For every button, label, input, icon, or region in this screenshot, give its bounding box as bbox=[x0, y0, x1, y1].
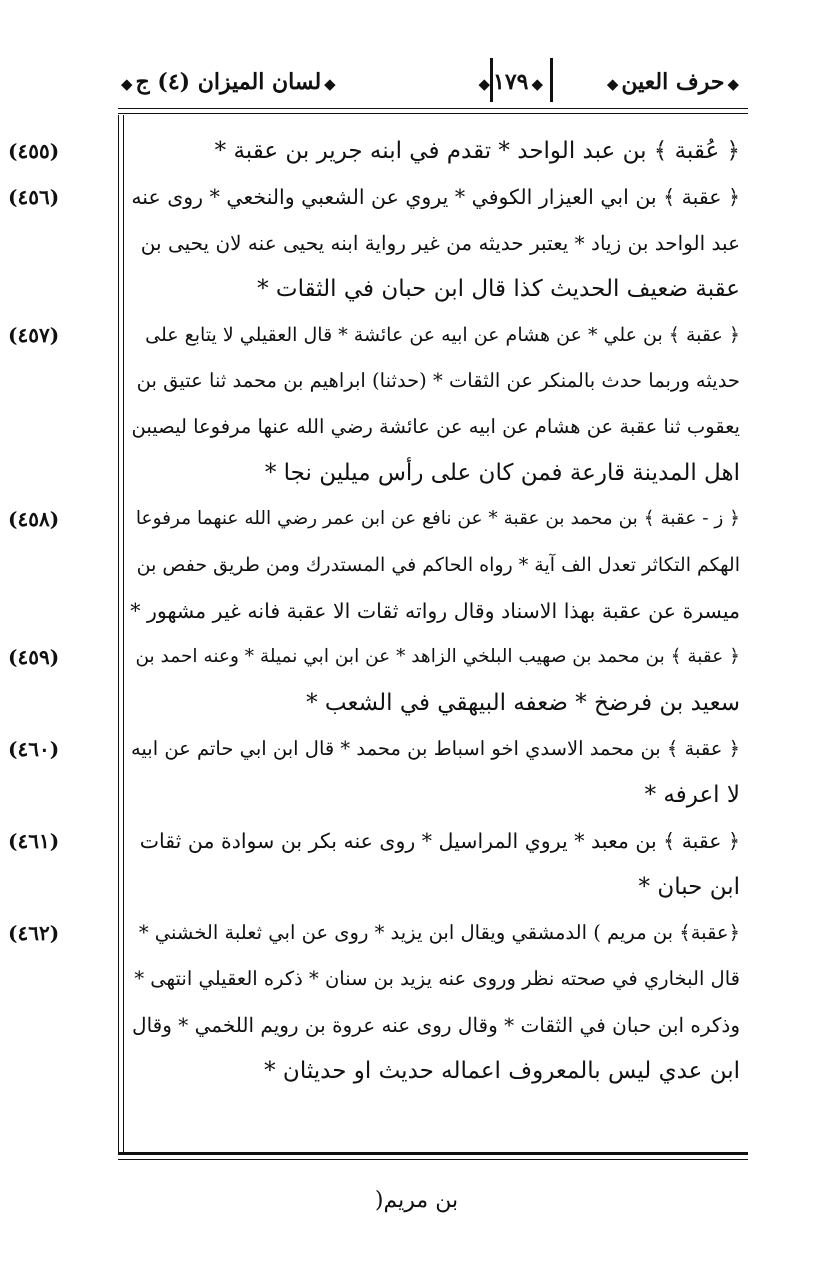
catchword: بن مريم( bbox=[374, 1188, 459, 1213]
entry-line: قال البخاري في صحته نظر وروى عنه يزيد بن سنان * ذكره العقيلي انتهى * bbox=[134, 967, 740, 990]
entry-line: اهل المدينة قارعة فمن كان على رأس ميلين نجا * bbox=[264, 460, 740, 486]
entry-line: ﴿ عقبة ﴾ بن علي * عن هشام عن ابيه عن عائشة * قال العقيلي لا يتابع على bbox=[145, 324, 740, 346]
entry-line: ابن حبان * bbox=[638, 874, 740, 900]
entry-line: ﴿عقبة﴾ بن مريم ) الدمشقي ويقال ابن يزيد * روى عن ابي ثعلبة الخشني * bbox=[138, 921, 740, 944]
entry-line: ميسرة عن عقبة بهذا الاسناد وقال رواته ثقات الا عقبة فانه غير مشهور * bbox=[130, 599, 740, 623]
entry-number: (٤٥٨) bbox=[8, 507, 60, 531]
book-title: ◆لسان الميزان (٤) ج◆ bbox=[121, 69, 336, 95]
entry-line: ﴿ ز - عقبة ﴾ بن محمد بن عقبة * عن نافع عن ابن عمر رضي الله عنهما مرفوعا bbox=[135, 508, 740, 529]
entry-line: ﴿ عقبة ﴾ بن معبد * يروي المراسيل * روى عنه بكر بن سوادة من ثقات bbox=[139, 829, 740, 853]
entry-line: ﴿ عقبة ﴾ بن محمد الاسدي اخو اسباط بن محمد * قال ابن ابي حاتم عن ابيه bbox=[130, 737, 740, 760]
page-body bbox=[130, 128, 740, 1094]
entry-line: يعقوب ثنا عقبة عن هشام عن ابيه عن عائشة رضي الله عنها مرفوعا ليصيبن bbox=[131, 415, 740, 438]
entry-number: (٤٦٢) bbox=[8, 921, 60, 945]
page-number: ◆١٧٩◆ bbox=[478, 69, 543, 95]
chapter-title: ◆حرف العين◆ bbox=[606, 69, 739, 95]
entry-line: الهكم التكاثر تعدل الف آية * رواه الحاكم في المستدرك ومن طريق حفص بن bbox=[136, 554, 740, 576]
entry-line: عقبة ضعيف الحديث كذا قال ابن حبان في الثقات * bbox=[257, 276, 740, 302]
entry-line: ﴿ عقبة ﴾ بن ابي العيزار الكوفي * يروي عن الشعبي والنخعي * روى عنه bbox=[131, 185, 740, 209]
header-divider bbox=[490, 58, 493, 102]
entry-line: وذكره ابن حبان في الثقات * وقال روى عنه عروة بن رويم اللخمي * وقال bbox=[132, 1013, 740, 1037]
entry-number: (٤٥٩) bbox=[8, 645, 60, 669]
entry-line: عبد الواحد بن زياد * يعتبر حديثه من غير رواية ابنه يحيى عنه لان يحيى بن bbox=[140, 231, 740, 255]
entry-line: سعيد بن فرضخ * ضعفه البيهقي في الشعب * bbox=[306, 690, 740, 716]
entry-line: ابن عدي ليس بالمعروف اعماله حديث او حديثان * bbox=[264, 1058, 740, 1084]
header-divider bbox=[550, 58, 553, 102]
entry-number: (٤٥٥) bbox=[8, 139, 60, 163]
entry-number: (٤٦١) bbox=[8, 829, 60, 853]
entry-line: لا اعرفه * bbox=[644, 782, 740, 808]
running-header bbox=[118, 62, 748, 102]
entry-line: حديثه وربما حدث بالمنكر عن الثقات * (حدثنا) ابراهيم بن محمد ثنا عتيق بن bbox=[136, 369, 740, 392]
entry-line: ﴿ عُقبة ﴾ بن عبد الواحد * تقدم في ابنه جرير بن عقبة * bbox=[214, 138, 740, 164]
entry-number: (٤٥٧) bbox=[8, 323, 60, 347]
entry-number: (٤٦٠) bbox=[8, 737, 60, 761]
entry-number: (٤٥٦) bbox=[8, 185, 60, 209]
entry-line: ﴿ عقبة ﴾ بن محمد بن صهيب البلخي الزاهد * عن ابن ابي نميلة * وعنه احمد بن bbox=[135, 646, 740, 667]
